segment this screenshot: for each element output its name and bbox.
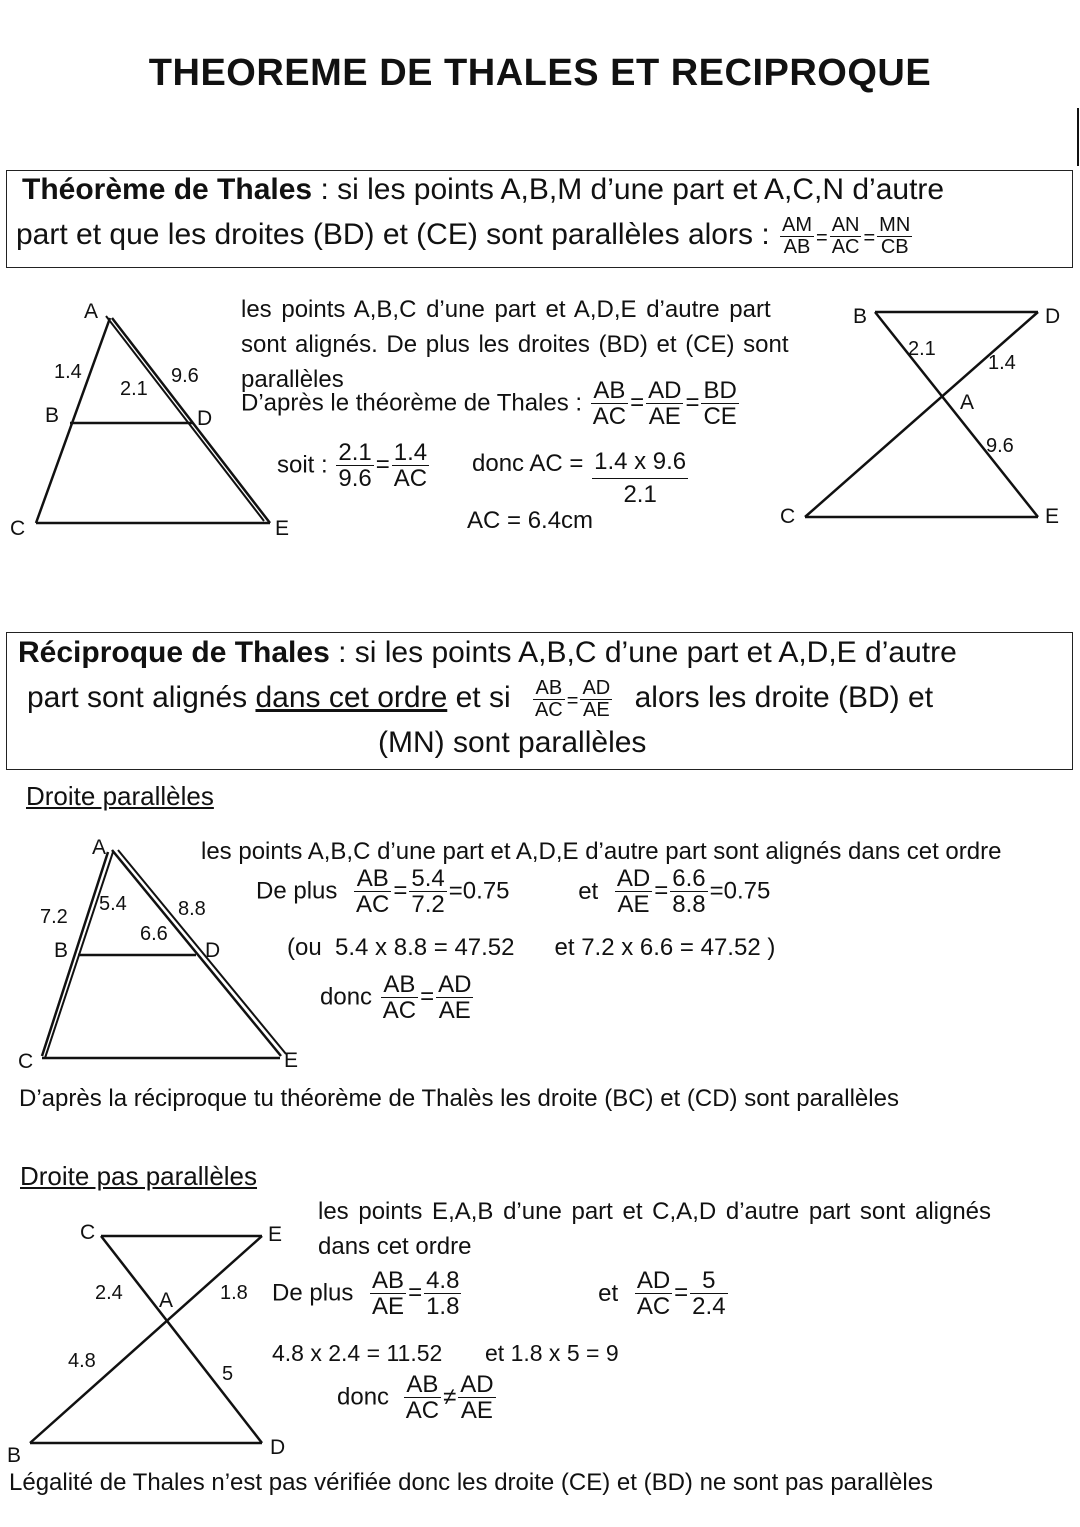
fig3-length-ac: 5.4 bbox=[99, 893, 127, 915]
parallel-calc: (ou 5.4 x 8.8 = 47.52 et 7.2 x 6.6 = 47.52 ) bbox=[287, 934, 776, 961]
fig2-label-e: E bbox=[1045, 505, 1060, 528]
fig4-length-ab: 4.8 bbox=[68, 1350, 96, 1372]
ex1-frac-result: $\frac{1.4 x 9.6}{2.1}$ bbox=[594, 448, 687, 509]
theorem-line2: part et que les droites (BD) et (CE) sont parallèles alors : $\frac{AM}{AB}$ = $\frac{AN}{AC}$ = $\frac{MN}{CB}$ bbox=[16, 213, 911, 258]
fig4-label-a: A bbox=[159, 1289, 174, 1312]
fig1-length-ad: 9.6 bbox=[171, 365, 199, 387]
fig4-length-ae: 1.8 bbox=[220, 1282, 248, 1304]
reciprocal-frac-ad-ae: $\frac{AD}{AE}$ bbox=[582, 676, 611, 721]
example1-donc: donc AC = $\frac{1.4 x 9.6}{2.1}$ bbox=[472, 446, 690, 512]
reciprocal-frac-ab-ac: $\frac{AB}{AC}$ bbox=[534, 676, 563, 721]
fig1-length-ab: 1.4 bbox=[54, 361, 82, 383]
notparallel-heading: Droite pas parallèles bbox=[20, 1161, 258, 1191]
fig3-label-a: A bbox=[92, 836, 107, 859]
reciprocal-line1: Réciproque de Thales : si les points A,B,C d’une part et A,D,E d’autre bbox=[18, 636, 957, 669]
theorem-line1-text: : si les points A,B,M d’une part et A,C,N d’autre bbox=[312, 173, 945, 206]
fig2-length-ba: 2.1 bbox=[908, 338, 936, 360]
theorem-line2-text: part et que les droites (BD) et (CE) sont parallèles alors : bbox=[16, 218, 770, 251]
fig4-label-b: B bbox=[7, 1444, 22, 1467]
theorem-fraction-an-ac: $\frac{AN}{AC}$ bbox=[831, 213, 860, 258]
fig1-label-a: A bbox=[84, 300, 99, 323]
fig2-length-ad: 1.4 bbox=[988, 352, 1016, 374]
notparallel-calc1: 4.8 x 2.4 = 11.52 bbox=[272, 1340, 443, 1366]
example1-result: AC = 6.4cm bbox=[467, 507, 594, 534]
fig4-length-ad: 5 bbox=[222, 1363, 234, 1385]
page-title: THEOREME DE THALES ET RECIPROQUE bbox=[148, 52, 932, 94]
parallel-text-line1: les points A,B,C d’une part et A,D,E d’autre part sont alignés dans cet ordre bbox=[201, 838, 1002, 865]
notparallel-conclusion: Légalité de Thales n’est pas vérifiée donc les droite (CE) et (BD) ne sont pas parallèles bbox=[9, 1469, 934, 1496]
parallel-conclusion: D’après la réciproque tu théorème de Thalès les droite (BC) et (CD) sont parallèles bbox=[19, 1085, 899, 1112]
theorem-label: Théorème de Thales bbox=[22, 173, 313, 206]
fig3-length-ae: 8.8 bbox=[178, 898, 206, 920]
margin-mark bbox=[1077, 108, 1079, 166]
example1-text-line1: les points A,B,C d’une part et A,D,E d’autre part bbox=[241, 296, 771, 323]
example1-soit: soit : $\frac{2.1}{9.6}$ = $\frac{1.4}{AC}$ bbox=[277, 439, 428, 493]
reciprocal-line2: part sont alignés dans cet ordre et si $\frac{AB}{AC}$ = $\frac{AD}{AE}$ alors les droite (BD) et bbox=[27, 676, 934, 721]
fig4-label-e: E bbox=[268, 1223, 283, 1246]
fig3-length-ab: 7.2 bbox=[40, 906, 68, 928]
parallel-ratios: De plus $\frac{AB}{AC}$ = $\frac{5.4}{7.2}$ =0.75 et $\frac{AD}{AE}$ = $\frac{6.6}{8.8}$ =0.75 bbox=[256, 865, 771, 919]
ex1-frac-ab-ac: $\frac{AB}{AC}$ bbox=[592, 377, 627, 431]
fig1-label-c: C bbox=[10, 517, 26, 540]
ex1-frac-21-96: $\frac{2.1}{9.6}$ bbox=[338, 439, 372, 493]
fig1-label-e: E bbox=[275, 517, 290, 540]
fig1-label-b: B bbox=[45, 404, 60, 427]
fig2-label-a: A bbox=[960, 391, 975, 414]
fig2-label-b: B bbox=[853, 305, 868, 328]
example1-text-line2: sont alignés. De plus les droites (BD) et (CE) sont bbox=[241, 331, 789, 358]
fig4-label-d: D bbox=[270, 1436, 286, 1459]
parallel-donc: donc $\frac{AB}{AC}$ = $\frac{AD}{AE}$ bbox=[320, 971, 472, 1025]
ex1-frac-ad-ae: $\frac{AD}{AE}$ bbox=[648, 377, 682, 431]
fig1-length-bd: 2.1 bbox=[120, 378, 148, 400]
theorem-line1 bbox=[22, 168, 944, 212]
fig3-label-c: C bbox=[18, 1050, 34, 1073]
fig3-label-d: D bbox=[205, 939, 221, 962]
notparallel-text-line2: dans cet ordre bbox=[318, 1233, 472, 1260]
fig2-length-ae: 9.6 bbox=[986, 435, 1014, 457]
parallel-heading: Droite parallèles bbox=[26, 781, 214, 811]
fig1-label-d: D bbox=[197, 407, 213, 430]
notparallel-text-line1: les points E,A,B d’une part et C,A,D d’autre part sont alignés bbox=[318, 1198, 992, 1225]
reciprocal-line3: (MN) sont parallèles bbox=[378, 726, 647, 759]
fig3-label-b: B bbox=[54, 939, 69, 962]
figure-bowtie-2 bbox=[0, 1205, 300, 1470]
fig2-label-c: C bbox=[780, 505, 796, 528]
notparallel-ratios: De plus $\frac{AB}{AE}$ = $\frac{4.8}{1.8}$ et $\frac{AD}{AC}$ = $\frac{5}{2.4}$ bbox=[272, 1267, 726, 1321]
fig3-length-bd: 6.6 bbox=[140, 923, 168, 945]
example1-text-line4: D’après le théorème de Thales : $\frac{AB}{AC}$ = $\frac{AD}{AE}$ = $\frac{BD}{CE}$ bbox=[241, 377, 737, 431]
example1-text-line3: parallèles bbox=[241, 366, 344, 393]
fig3-label-e: E bbox=[284, 1049, 299, 1072]
ex1-frac-14-ac: $\frac{1.4}{AC}$ bbox=[393, 439, 428, 493]
fig4-length-ca: 2.4 bbox=[95, 1282, 123, 1304]
notparallel-calc2: et 1.8 x 5 = 9 bbox=[485, 1340, 619, 1366]
notparallel-donc: donc $\frac{AB}{AC}$ ≠ $\frac{AD}{AE}$ bbox=[337, 1371, 494, 1425]
fig2-label-d: D bbox=[1045, 305, 1061, 328]
fig4-label-c: C bbox=[80, 1221, 96, 1244]
theorem-fraction-mn-cb: $\frac{MN}{CB}$ bbox=[879, 213, 911, 258]
ex1-frac-bd-ce: $\frac{BD}{CE}$ bbox=[703, 377, 737, 431]
theorem-fraction-am-ab: $\frac{AM}{AB}$ bbox=[782, 213, 812, 258]
figure-bowtie-1 bbox=[770, 295, 1070, 540]
